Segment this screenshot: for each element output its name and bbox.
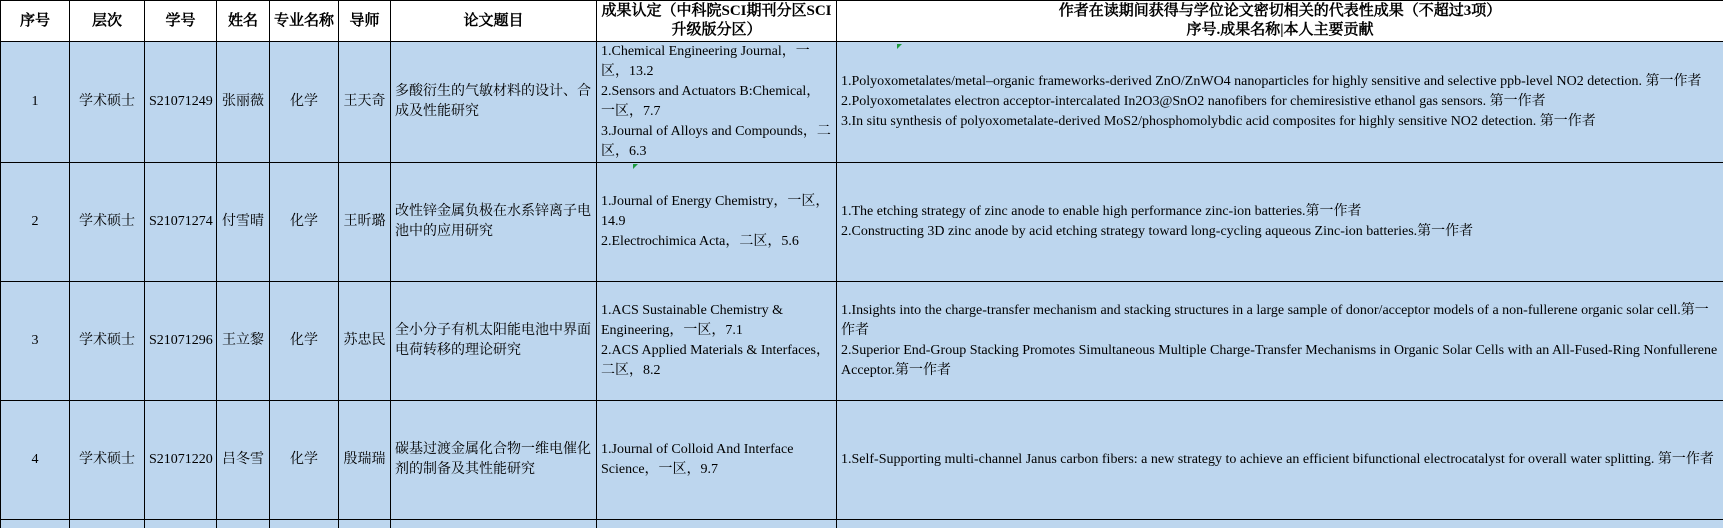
header-student-id[interactable]: 学号 [145, 1, 217, 42]
cell-level[interactable]: 学术硕士 [70, 42, 145, 163]
header-thesis[interactable]: 论文题目 [391, 1, 597, 42]
recognition-entry: 1.Chemical Engineering Journal，一区，13.2 [601, 42, 832, 82]
achievement-entry: 2.Constructing 3D zinc anode by acid etching strategy toward long-cycling aqueous Zinc-ion batteries.第一作者 [841, 222, 1719, 242]
cell-thesis[interactable]: 多酸衍生的气敏材料的设计、合成及性能研究 [391, 42, 597, 163]
table-row [1, 282, 1723, 401]
header-advisor[interactable]: 导师 [339, 1, 391, 42]
cell-thesis[interactable]: 改性锌金属负极在水系锌离子电池中的应用研究 [391, 163, 597, 282]
achievement-entry: 2.Polyoxometalates electron acceptor-intercalated In2O3@SnO2 nanofibers for chemiresistive ethanol gas sensors. 第一作者 [841, 92, 1719, 112]
header-name[interactable]: 姓名 [217, 1, 270, 42]
header-achievements-line2: 序号.成果名称|本人主要贡献 [841, 21, 1719, 40]
cell-recognition[interactable] [597, 282, 837, 401]
cell-student-id[interactable]: S21071220 [145, 401, 217, 520]
achievement-entry: 2.Superior End-Group Stacking Promotes Simultaneous Multiple Charge-Transfer Mechanisms in Organic Solar Cells with an All-Fused-Ring Nonfullerene Acceptor.第一作者 [841, 341, 1719, 381]
header-achievements[interactable] [837, 1, 1723, 42]
cell-advisor[interactable]: 王昕璐 [339, 163, 391, 282]
cell-name[interactable]: 张丽薇 [217, 42, 270, 163]
cell-student-id[interactable]: S21071296 [145, 282, 217, 401]
header-seq[interactable]: 序号 [1, 1, 70, 42]
header-row [1, 1, 1723, 42]
cell-major[interactable]: 化学 [270, 401, 339, 520]
recognition-entry: 3.Journal of Alloys and Compounds，二区，6.3 [601, 122, 832, 162]
recognition-entry: 2.Electrochimica Acta，二区，5.6 [601, 232, 832, 252]
cell-advisor[interactable]: 殷瑞瑞 [339, 401, 391, 520]
recognition-entry: 2.ACS Applied Materials & Interfaces，二区，8.2 [601, 341, 832, 381]
cell-seq[interactable]: 1 [1, 42, 70, 163]
cell-name[interactable]: 付雪晴 [217, 163, 270, 282]
achievement-entry: 3.In situ synthesis of polyoxometalate-derived MoS2/phosphomolybdic acid composites for highly sensitive NO2 detection. 第一作者 [841, 112, 1719, 132]
cell-recognition[interactable] [597, 42, 837, 163]
cell-major[interactable]: 化学 [270, 42, 339, 163]
cell-achievements[interactable] [837, 42, 1723, 163]
cell-student-id[interactable]: S21071249 [145, 42, 217, 163]
cell-seq[interactable]: 2 [1, 163, 70, 282]
achievement-entry: 1.Self-Supporting multi-channel Janus carbon fibers: a new strategy to achieve an efficient bifunctional electrocatalyst for overall water splitting. 第一作者 [841, 450, 1719, 470]
cell-thesis[interactable]: 全小分子有机太阳能电池中界面电荷转移的理论研究 [391, 282, 597, 401]
cell-seq[interactable]: 3 [1, 282, 70, 401]
cell-achievements[interactable] [837, 282, 1723, 401]
recognition-entry: 2.Sensors and Actuators B:Chemical，一区，7.7 [601, 82, 832, 122]
table-row [1, 163, 1723, 282]
recognition-entry: 1.Journal of Energy Chemistry，一区，14.9 [601, 192, 832, 232]
achievement-entry: 1.Polyoxometalates/metal–organic frameworks-derived ZnO/ZnWO4 nanoparticles for highly sensitive and selective ppb-level NO2 detection. 第一作者 [841, 72, 1719, 92]
header-major[interactable]: 专业名称 [270, 1, 339, 42]
cell-level[interactable]: 学术硕士 [70, 282, 145, 401]
cell-advisor[interactable]: 王天奇 [339, 42, 391, 163]
header-recognition[interactable] [597, 1, 837, 42]
cell-name[interactable]: 吕冬雪 [217, 401, 270, 520]
table-row [1, 42, 1723, 163]
cell-level[interactable]: 学术硕士 [70, 163, 145, 282]
header-recognition-line1: 成果认定（中科院SCI期刊分区SCI [601, 2, 832, 21]
recognition-entry: 1.ACS Sustainable Chemistry & Engineering，一区，7.1 [601, 301, 832, 341]
comment-indicator [897, 44, 902, 49]
table-row [1, 401, 1723, 520]
cell-level[interactable]: 学术硕士 [70, 401, 145, 520]
cell-advisor[interactable]: 苏忠民 [339, 282, 391, 401]
comment-indicator [633, 164, 638, 169]
achievement-entry: 1.The etching strategy of zinc anode to enable high performance zinc-ion batteries.第一作者 [841, 202, 1719, 222]
header-level[interactable]: 层次 [70, 1, 145, 42]
cell-recognition[interactable] [597, 401, 837, 520]
cell-major[interactable]: 化学 [270, 163, 339, 282]
cell-major[interactable]: 化学 [270, 282, 339, 401]
cell-thesis[interactable]: 碳基过渡金属化合物一维电催化剂的制备及其性能研究 [391, 401, 597, 520]
cell-achievements[interactable] [837, 401, 1723, 520]
cell-seq[interactable]: 4 [1, 401, 70, 520]
cell-name[interactable]: 王立黎 [217, 282, 270, 401]
cell-student-id[interactable]: S21071274 [145, 163, 217, 282]
cell-achievements[interactable] [837, 163, 1723, 282]
achievement-entry: 1.Insights into the charge-transfer mechanism and stacking structures in a large sample of donor/acceptor models of a non-fullerene organic solar cell.第一作者 [841, 301, 1719, 341]
cell-recognition[interactable] [597, 163, 837, 282]
header-recognition-line2: 升级版分区） [601, 21, 832, 40]
header-achievements-line1: 作者在读期间获得与学位论文密切相关的代表性成果（不超过3项） [841, 2, 1719, 21]
recognition-entry: 1.Journal of Colloid And Interface Science，一区，9.7 [601, 440, 832, 480]
